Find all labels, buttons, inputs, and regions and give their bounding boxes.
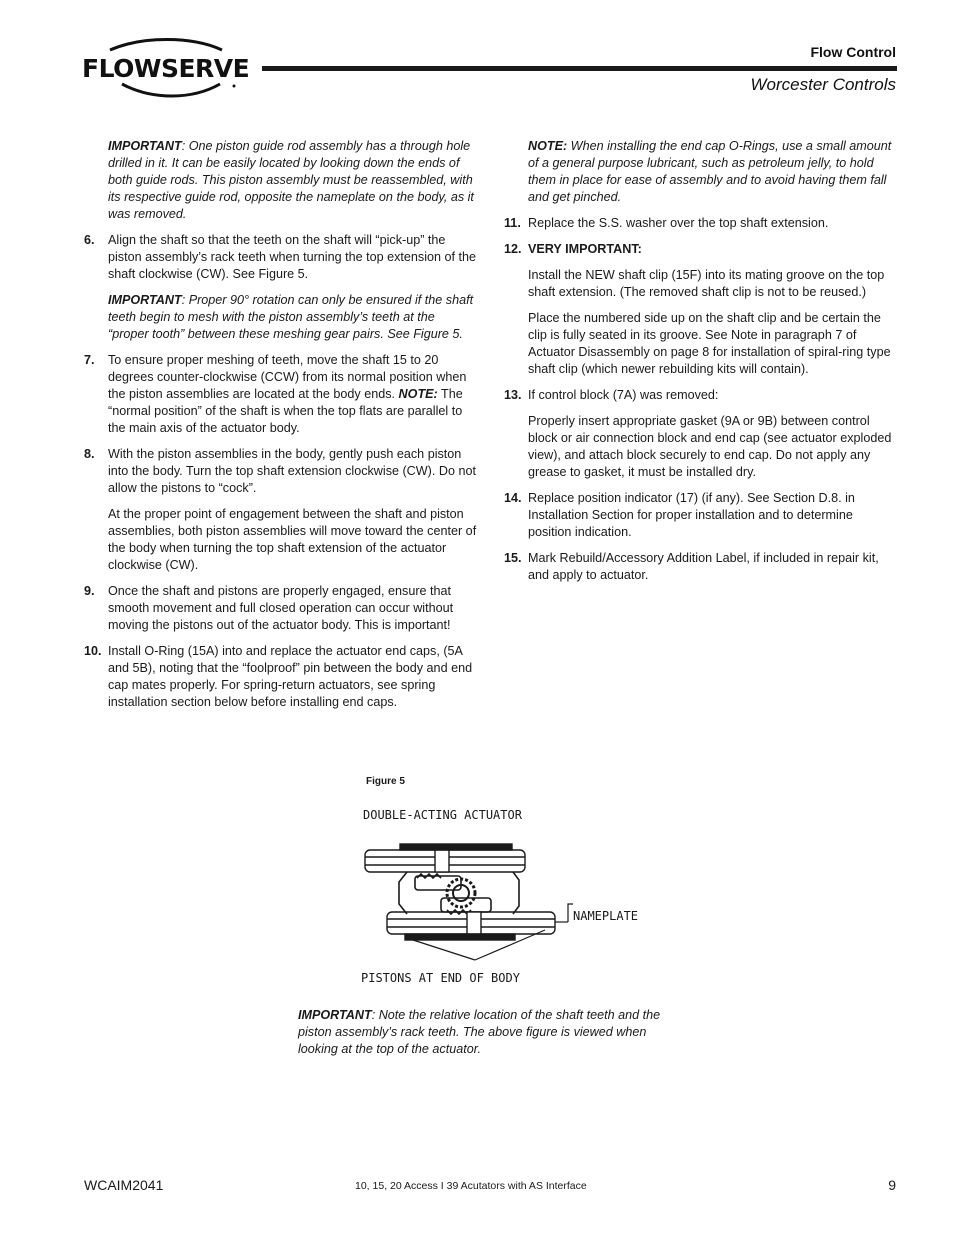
important-note-1: IMPORTANT: One piston guide rod assembly has a through hole drilled in it. It can be easily located by looking down the ends of both guide rods. This piston assembly must be reassembled, with its respective guide rod, opposite the nameplate on the body, as it was removed. (108, 139, 474, 221)
figure-label: Figure 5 (366, 776, 405, 787)
footer-doc-number: WCAIM2041 (84, 1177, 164, 1193)
step-12: 12. VERY IMPORTANT: (504, 242, 642, 256)
right-column (504, 138, 896, 593)
step-14: 14. Replace position indicator (17) (if any). See Section D.8. in Installation Section for proper installation and to determine position indication. (504, 491, 855, 539)
step-13-detail: Properly insert appropriate gasket (9A or 9B) between control block or air connection block and end cap (see actuator exploded view), and attach block securely to end cap. Do not apply any grease to gasket, it must be installed dry. (528, 414, 892, 479)
step-15: 15. Mark Rebuild/Accessory Addition Label, if included in repair kit, and apply to actuator. (504, 551, 879, 582)
note-lubricant: NOTE: When installing the end cap O-Rings, use a small amount of a general purpose lubricant, such as petroleum jelly, to hold them in place for ease of assembly and to avoid having them fall and get pinched. (528, 139, 892, 204)
footer-doc-title: 10, 15, 20 Access I 39 Acutators with AS Interface (355, 1180, 587, 1192)
flowserve-logo (82, 38, 250, 100)
step-10: 10. Install O-Ring (15A) into and replace the actuator end caps, (5A and 5B), noting that the “foolproof” pin between the body and end cap mates properly. For spring-return actuators, see spring installation section below before installing end caps. (84, 644, 473, 709)
actuator-body (399, 872, 519, 914)
step-8-detail: At the proper point of engagement between the shaft and piston assemblies, both piston assemblies will move toward the center of the body when turning the top shaft extension of the actuator clockwise (CW). (108, 507, 477, 572)
bottom-piston-assembly (387, 912, 555, 940)
step-13: 13. If control block (7A) was removed: (504, 388, 719, 402)
nameplate-label: NAMEPLATE (573, 909, 639, 923)
step-9: 9. Once the shaft and pistons are properly engaged, ensure that smooth movement and full closed operation can occur without moving the pistons out of the actuator body. This is important! (84, 584, 454, 632)
important-note-2: IMPORTANT: Proper 90° rotation can only be ensured if the shaft teeth begin to mesh with the piston assembly’s teeth at the “proper tooth” between these meshing gear pairs. See Figure 5. (108, 293, 474, 341)
pistons-label: PISTONS AT END OF BODY (361, 971, 520, 985)
nameplate-leader (555, 904, 573, 922)
step-12-detail-1: Install the NEW shaft clip (15F) into its mating groove on the top shaft extension. (The removed shaft clip is not to be reused.) (528, 268, 885, 299)
step-11: 11. Replace the S.S. washer over the top shaft extension. (504, 216, 829, 230)
step-8: 8. With the piston assemblies in the body, gently push each piston into the body. Turn the top shaft extension clockwise (CW). Do not allow the pistons to “cock”. (84, 447, 476, 495)
diagram-title: DOUBLE-ACTING ACTUATOR (363, 808, 522, 822)
figure-caption: IMPORTANT: Note the relative location of the shaft teeth and the piston assembly’s rack teeth. The above figure is viewed when looking at the top of the actuator. (298, 1007, 661, 1056)
header-rule (262, 66, 897, 71)
top-piston-assembly (365, 844, 525, 872)
actuator-diagram (355, 800, 675, 990)
header-brand: Worcester Controls (750, 75, 896, 94)
logo-text: FLOWSERVE (82, 54, 250, 83)
left-column (84, 138, 478, 720)
footer-page-number: 9 (888, 1177, 896, 1193)
step-7: 7. To ensure proper meshing of teeth, move the shaft 15 to 20 degrees counter-clockwise (CCW) from its normal position when the piston assemblies are located at the body ends. NOTE: The “normal position” of the shaft is when the top flats are parallel to the main axis of the actuator body. (84, 353, 467, 435)
step-6: 6. Align the shaft so that the teeth on the shaft will “pick-up” the piston assembly’s rack teeth when turning the top extension of the shaft clockwise (CW). See Figure 5. (84, 233, 477, 281)
step-12-detail-2: Place the numbered side up on the shaft clip and be certain the clip is fully seated in its groove. See Note in paragraph 7 of Actuator Disassembly on page 8 for installation of spiral-ring type shaft clip (which newer rebuilding kits will contain). (528, 311, 891, 376)
header-division: Flow Control (810, 44, 896, 60)
